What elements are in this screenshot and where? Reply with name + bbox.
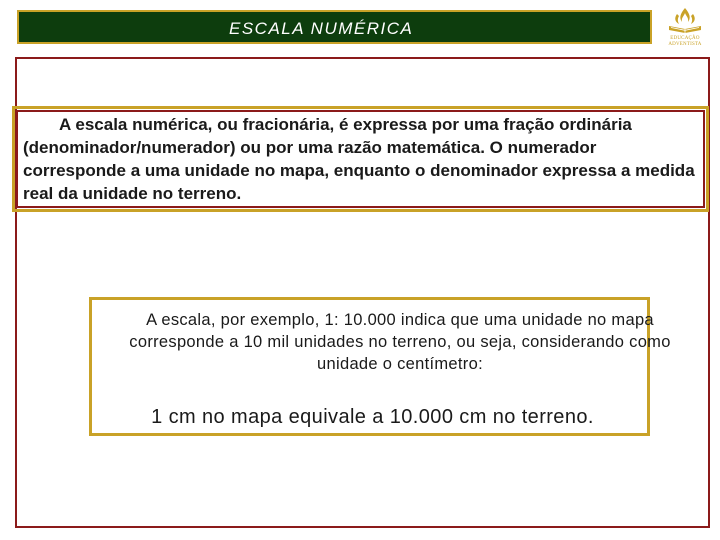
logo-line-1: EDUCAÇÃO [670,36,700,41]
example-text: A escala, por exemplo, 1: 10.000 indica que uma unidade no mapa corresponde a 10 mil unidades no terreno, ou seja, considerando como unidade o centímetro: [129,311,671,373]
torch-book-emblem-icon [663,6,707,36]
definition-text: A escala numérica, ou fracionária, é expressa por uma fração ordinária (denominador/numerador) ou por uma razão matemática. O numerador corresponde a uma unidade no mapa, enquanto o denominador expressa a medida real da unidade no terreno. [23,115,695,203]
logo [663,6,707,52]
logo-line-2: ADVENTISTA [668,41,702,47]
conclusion-text: 1 cm no mapa equivale a 10.000 cm no terreno. [151,406,594,428]
title-bar [17,10,652,44]
page-title: ESCALA NUMÉRICA [229,19,414,38]
definition-box [12,106,709,212]
